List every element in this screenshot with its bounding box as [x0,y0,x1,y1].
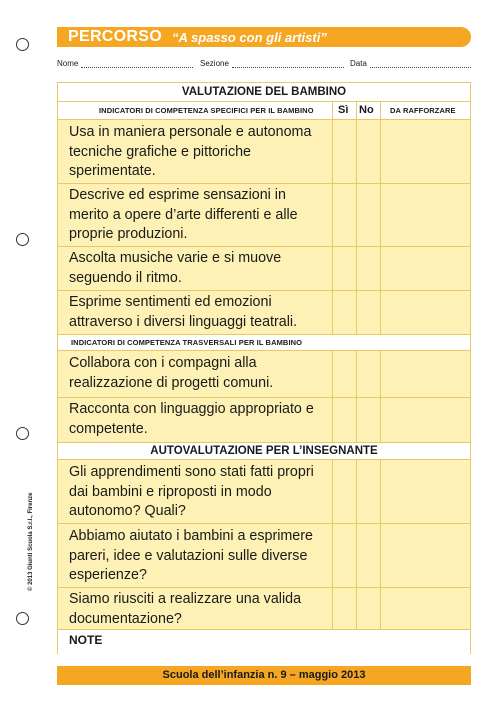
notes-label: NOTE [69,633,103,647]
footer-bar [57,666,471,685]
transversal-indicators-label: INDICATORI DI COMPETENZA TRASVERSALI PER IL BAMBINO [71,338,303,347]
child-eval-title: VALUTAZIONE DEL BAMBINO [181,86,347,98]
transversal-item-1: Collabora con i compagni alla realizzazione di progetti comuni. [69,355,274,391]
column-divider [356,459,357,630]
column-divider [380,459,381,630]
evaluation-table [57,82,471,654]
name-line [81,60,193,68]
header-divider [356,102,357,120]
specific-item-1: Usa in maniera personale e autonoma tecniche grafiche e pittoriche sperimentate. [69,124,312,179]
header-divider [380,102,381,120]
date-field[interactable] [350,59,471,68]
specific-item-2: Descrive ed esprime sensazioni in merito a opere d’arte differenti e alle proprie produzioni. [69,187,298,242]
page-subtitle: “A spasso con gli artisti” [172,30,327,45]
row-divider [58,397,470,398]
section-line [232,60,344,68]
specific-indicators-label: INDICATORI DI COMPETENZA SPECIFICI PER IL BAMBINO [99,106,314,115]
binder-hole-2 [16,233,29,246]
col-si-label: Sì [338,104,349,116]
column-divider [356,102,357,334]
row-divider [58,587,470,588]
teacher-eval-title: AUTOVALUTAZIONE PER L’INSEGNANTE [150,445,378,457]
teacher-eval-header [58,442,470,460]
binder-hole-3 [16,427,29,440]
column-header-row [58,101,470,120]
date-line [370,60,471,68]
column-divider [380,102,381,334]
row-divider [58,183,470,184]
header-divider [332,102,333,120]
transversal-header [58,334,470,351]
name-label: Nome [57,59,79,68]
specific-item-3: Ascolta musiche varie e si muove seguendo il ritmo. [69,250,282,286]
row-divider [58,290,470,291]
row-divider [58,246,470,247]
page-title: PERCORSO [68,28,162,45]
column-divider [332,102,333,334]
date-label: Data [350,59,367,68]
teacher-item-1: Gli apprendimenti sono stati fatti propri dai bambini e riproposti in modo autonomo? Quali? [69,464,314,519]
binder-hole-1 [16,38,29,51]
transversal-item-2: Racconta con linguaggio appropriato e competente. [69,401,314,437]
row-divider [58,523,470,524]
specific-item-4: Esprime sentimenti ed emozioni attraverso i diversi linguaggi teatrali. [69,294,298,330]
section-label: Sezione [200,59,229,68]
notes-row[interactable] [58,629,470,654]
form-fields [57,59,471,71]
col-reinforce-label: DA RAFFORZARE [390,106,456,115]
teacher-item-3: Siamo riusciti a realizzare una valida documentazione? [69,591,302,627]
section-field[interactable] [200,59,344,68]
title-banner [57,27,471,47]
child-eval-header [58,82,470,102]
copyright-notice: © 2013 Giunti Scuola S.r.l., Firenze [28,492,34,591]
teacher-item-2: Abbiamo aiutato i bambini a esprimere pareri, idee e valutazioni sulle diverse esperienze? [69,528,313,583]
col-no-label: No [359,104,374,116]
column-divider [332,459,333,630]
name-field[interactable] [57,59,193,68]
footer-text: Scuola dell’infanzia n. 9 – maggio 2013 [162,669,366,681]
binder-hole-4 [16,612,29,625]
